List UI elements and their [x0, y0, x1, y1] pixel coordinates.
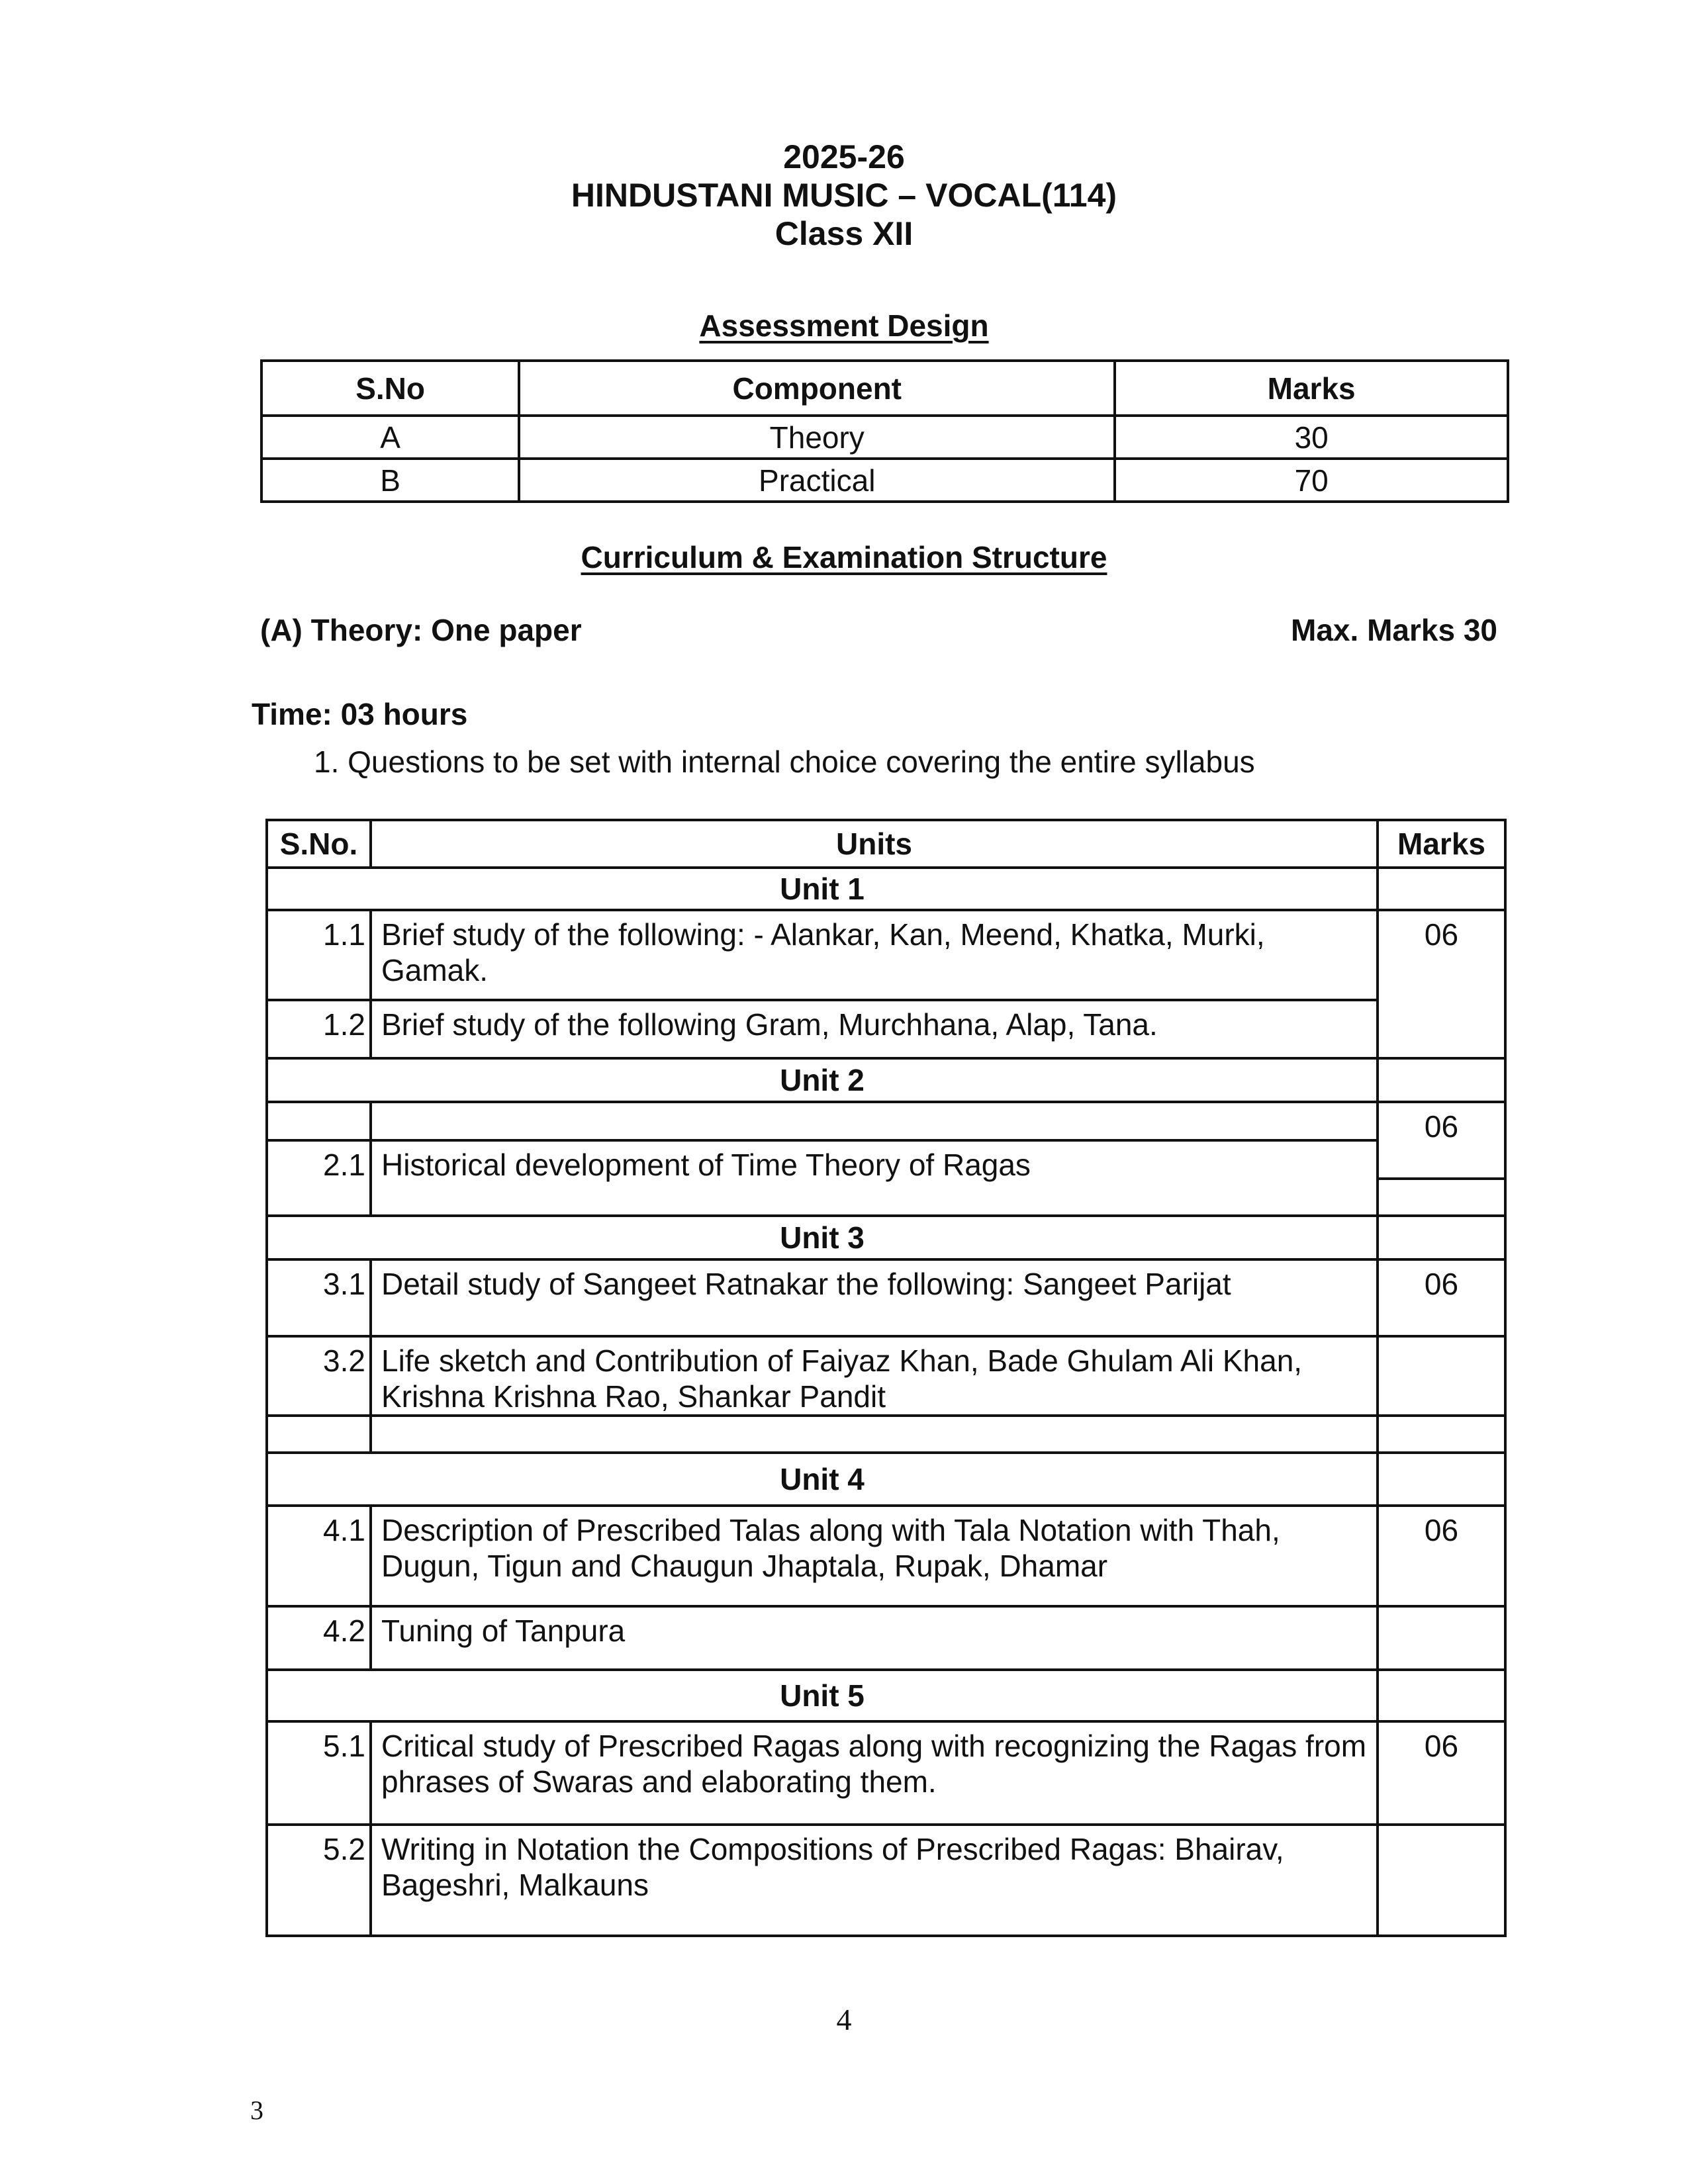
assessment-table	[260, 359, 1509, 503]
item-text: Writing in Notation the Compositions of Prescribed Ragas: Bhairav, Bageshri, Malkauns	[371, 1825, 1378, 1936]
item-sno: 5.1	[267, 1721, 371, 1825]
unit-marks: 06	[1378, 910, 1505, 1058]
unit-marks: 06	[1378, 1721, 1505, 1825]
unit-title: Unit 4	[267, 1453, 1378, 1506]
unit-marks: 06	[1378, 1506, 1505, 1606]
unit-heading-row	[267, 1216, 1505, 1259]
item-text: Detail study of Sangeet Ratnakar the following: Sangeet Parijat	[371, 1259, 1378, 1336]
unit-title: Unit 2	[267, 1058, 1378, 1102]
assessment-sno: A	[261, 416, 519, 459]
item-text: Life sketch and Contribution of Faiyaz Khan, Bade Ghulam Ali Khan, Krishna Krishna Rao, Shankar Pandit	[371, 1336, 1378, 1416]
item-sno: 3.2	[267, 1336, 371, 1416]
item-text: Brief study of the following Gram, Murchhana, Alap, Tana.	[371, 1000, 1378, 1058]
table-row	[267, 1721, 1505, 1825]
table-row	[261, 459, 1508, 502]
assessment-component: Practical	[519, 459, 1115, 502]
page-number: 4	[836, 2003, 852, 2036]
theory-heading: (A) Theory: One paper	[260, 613, 582, 647]
assessment-component: Theory	[519, 416, 1115, 459]
assessment-marks: 70	[1115, 459, 1508, 502]
item-sno: 5.2	[267, 1825, 371, 1936]
unit-heading-row	[267, 1453, 1505, 1506]
document-year: 2025-26	[783, 138, 905, 175]
item-text: Brief study of the following: - Alankar, Kan, Meend, Khatka, Murki, Gamak.	[371, 910, 1378, 1000]
item-sno: 3.1	[267, 1259, 371, 1336]
exam-time: Time: 03 hours	[252, 697, 468, 731]
document-class: Class XII	[774, 215, 914, 252]
table-row	[267, 1259, 1505, 1336]
item-sno: 2.1	[267, 1140, 371, 1216]
unit-heading-row	[267, 1058, 1505, 1102]
assessment-header-row	[261, 361, 1508, 416]
units-col-units: Units	[371, 820, 1378, 868]
table-row	[261, 416, 1508, 459]
item-text: Critical study of Prescribed Ragas along with recognizing the Ragas from phrases of Swaras and elaborating them.	[371, 1721, 1378, 1825]
unit-marks: 06	[1378, 1259, 1505, 1336]
assessment-col-marks: Marks	[1115, 361, 1508, 416]
item-sno: 4.2	[267, 1606, 371, 1670]
item-text: Historical development of Time Theory of Ragas	[371, 1140, 1378, 1216]
table-row	[267, 1506, 1505, 1606]
table-row	[267, 1416, 1505, 1453]
units-col-sno: S.No.	[267, 820, 371, 868]
table-row	[267, 910, 1505, 1000]
item-sno: 1.2	[267, 1000, 371, 1058]
assessment-marks: 30	[1115, 416, 1508, 459]
units-header-row	[267, 820, 1505, 868]
assessment-col-sno: S.No	[261, 361, 519, 416]
corner-page-number: 3	[250, 2095, 263, 2125]
units-col-marks: Marks	[1378, 820, 1505, 868]
assessment-col-component: Component	[519, 361, 1115, 416]
unit-heading-row	[267, 868, 1505, 910]
table-row	[267, 1825, 1505, 1936]
unit-title: Unit 3	[267, 1216, 1378, 1259]
table-row	[267, 1606, 1505, 1670]
instruction-text: 1. Questions to be set with internal choice covering the entire syllabus	[314, 745, 1255, 779]
curriculum-title: Curriculum & Examination Structure	[581, 540, 1107, 574]
assessment-sno: B	[261, 459, 519, 502]
unit-heading-row	[267, 1670, 1505, 1721]
unit-title: Unit 1	[267, 868, 1378, 910]
table-row	[267, 1102, 1505, 1140]
assessment-title: Assessment Design	[699, 308, 989, 343]
table-row	[267, 1140, 1505, 1179]
max-marks: Max. Marks 30	[1291, 613, 1497, 647]
table-row	[267, 1336, 1505, 1416]
units-table	[265, 819, 1507, 1937]
unit-marks: 06	[1378, 1102, 1505, 1179]
item-sno: 1.1	[267, 910, 371, 1000]
item-text: Description of Prescribed Talas along with Tala Notation with Thah, Dugun, Tigun and Chaugun Jhaptala, Rupak, Dhamar	[371, 1506, 1378, 1606]
item-sno: 4.1	[267, 1506, 371, 1606]
item-text: Tuning of Tanpura	[371, 1606, 1378, 1670]
unit-title: Unit 5	[267, 1670, 1378, 1721]
document-subject: HINDUSTANI MUSIC – VOCAL(114)	[571, 177, 1117, 214]
table-row	[267, 1000, 1505, 1058]
